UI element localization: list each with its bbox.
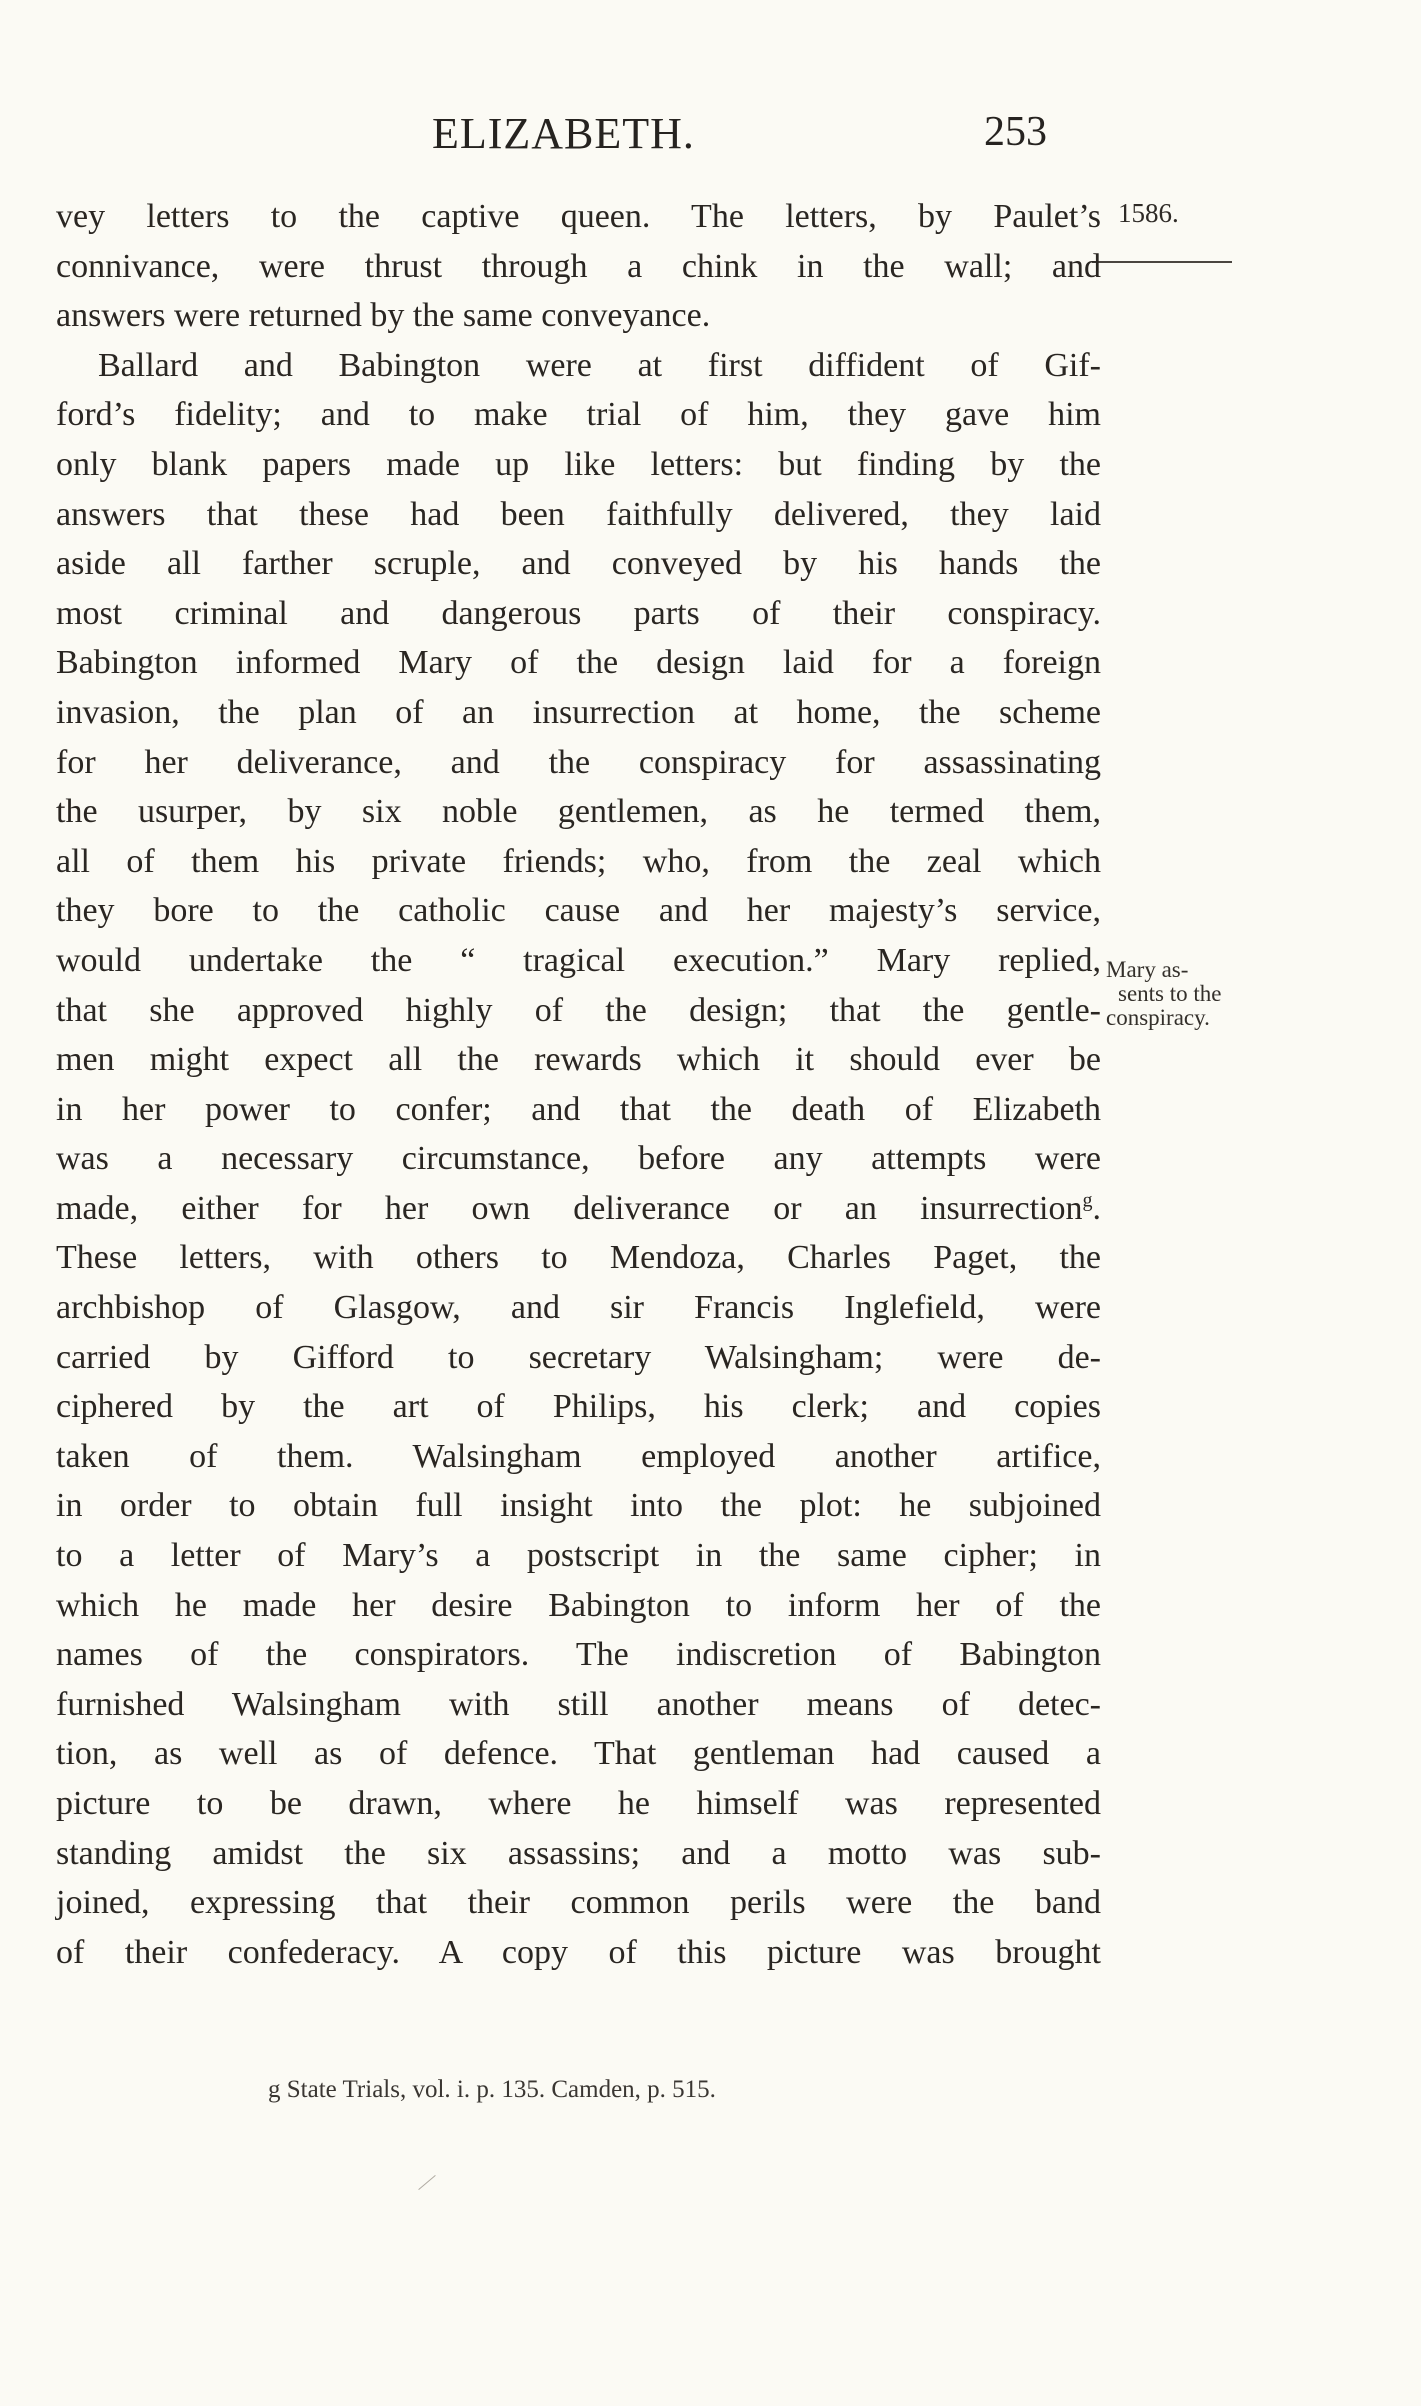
text-line: picture to be drawn, where he himself was represented: [56, 1785, 1101, 1822]
text-line: tion, as well as of defence. That gentleman had caused a: [56, 1735, 1101, 1773]
text-line: answers that these had been faithfully delivered, they laid: [56, 495, 1101, 533]
text-line: Babington informed Mary of the design laid for a foreign: [56, 644, 1101, 682]
margin-note-line: conspiracy.: [1106, 1005, 1210, 1030]
margin-note: [1106, 958, 1256, 1030]
text-line: ford’s fidelity; and to make trial of him, they gave him: [56, 396, 1101, 434]
footnote: g State Trials, vol. i. p. 135. Camden, p. 515.: [268, 2076, 716, 2103]
text-line: invasion, the plan of an insurrection at home, the scheme: [56, 693, 1101, 731]
margin-note-line: sents to the: [1118, 981, 1222, 1006]
stray-mark: [418, 2175, 435, 2190]
text-line: These letters, with others to Mendoza, Charles Paget, the: [56, 1239, 1101, 1277]
footnote-reference: g: [1082, 1189, 1093, 1212]
text-line: in her power to confer; and that the death of Elizabeth: [56, 1090, 1101, 1128]
text-line: only blank papers made up like letters: but finding by the: [56, 445, 1101, 483]
text-line: carried by Gifford to secretary Walsingham; were de-: [56, 1338, 1101, 1376]
text-line: aside all farther scruple, and conveyed by his hands the: [56, 545, 1101, 583]
running-header: [0, 108, 1421, 168]
text-line: furnished Walsingham with still another means of detec-: [56, 1685, 1101, 1723]
text-line: made, either for her own deliverance or an insurrection$^g$.: [56, 1189, 1101, 1227]
text-line-body: made, either for her own deliverance or an insurrection: [56, 1189, 1083, 1227]
text-line: men might expect all the rewards which it should ever be: [56, 1041, 1101, 1079]
text-line: for her deliverance, and the conspiracy for assassinating: [56, 743, 1101, 781]
text-line: of their confederacy. A copy of this picture was brought: [56, 1933, 1101, 1971]
running-head-title: ELIZABETH.: [432, 109, 695, 158]
text-line: taken of them. Walsingham employed another artifice,: [56, 1437, 1101, 1475]
text-line: in order to obtain full insight into the plot: he subjoined: [56, 1487, 1101, 1525]
text-line: names of the conspirators. The indiscretion of Babington: [56, 1636, 1101, 1674]
text-line: ciphered by the art of Philips, his clerk; and copies: [56, 1388, 1101, 1426]
text-line: would undertake the “ tragical execution.” Mary replied,: [56, 941, 1101, 979]
text-line: standing amidst the six assassins; and a motto was sub-: [56, 1834, 1101, 1872]
text-line: joined, expressing that their common perils were the band: [56, 1884, 1101, 1922]
text-line: connivance, were thrust through a chink in the wall; and: [56, 247, 1101, 285]
text-line: they bore to the catholic cause and her majesty’s service,: [56, 892, 1101, 930]
text-line: answers were returned by the same conveyance.: [56, 297, 711, 335]
text-line: the usurper, by six noble gentlemen, as he termed them,: [56, 793, 1101, 831]
text-line: most criminal and dangerous parts of their conspiracy.: [56, 594, 1101, 632]
body-text: [56, 192, 1101, 1977]
margin-year: 1586.: [1118, 198, 1179, 228]
text-line: archbishop of Glasgow, and sir Francis Inglefield, were: [56, 1289, 1101, 1327]
text-line: Ballard and Babington were at first diffident of Gif-: [98, 346, 1101, 384]
margin-rule: [1092, 261, 1232, 263]
text-line: that she approved highly of the design; that the gentle-: [56, 991, 1101, 1029]
text-line: vey letters to the captive queen. The letters, by Paulet’s: [56, 198, 1101, 235]
text-line: all of them his private friends; who, from the zeal which: [56, 842, 1101, 880]
text-line: to a letter of Mary’s a postscript in the same cipher; in: [56, 1537, 1101, 1575]
page-number: 253: [984, 109, 1047, 155]
text-line: which he made her desire Babington to inform her of the: [56, 1586, 1101, 1624]
margin-note-line: Mary as-: [1106, 957, 1189, 982]
text-line: was a necessary circumstance, before any attempts were: [56, 1140, 1101, 1178]
